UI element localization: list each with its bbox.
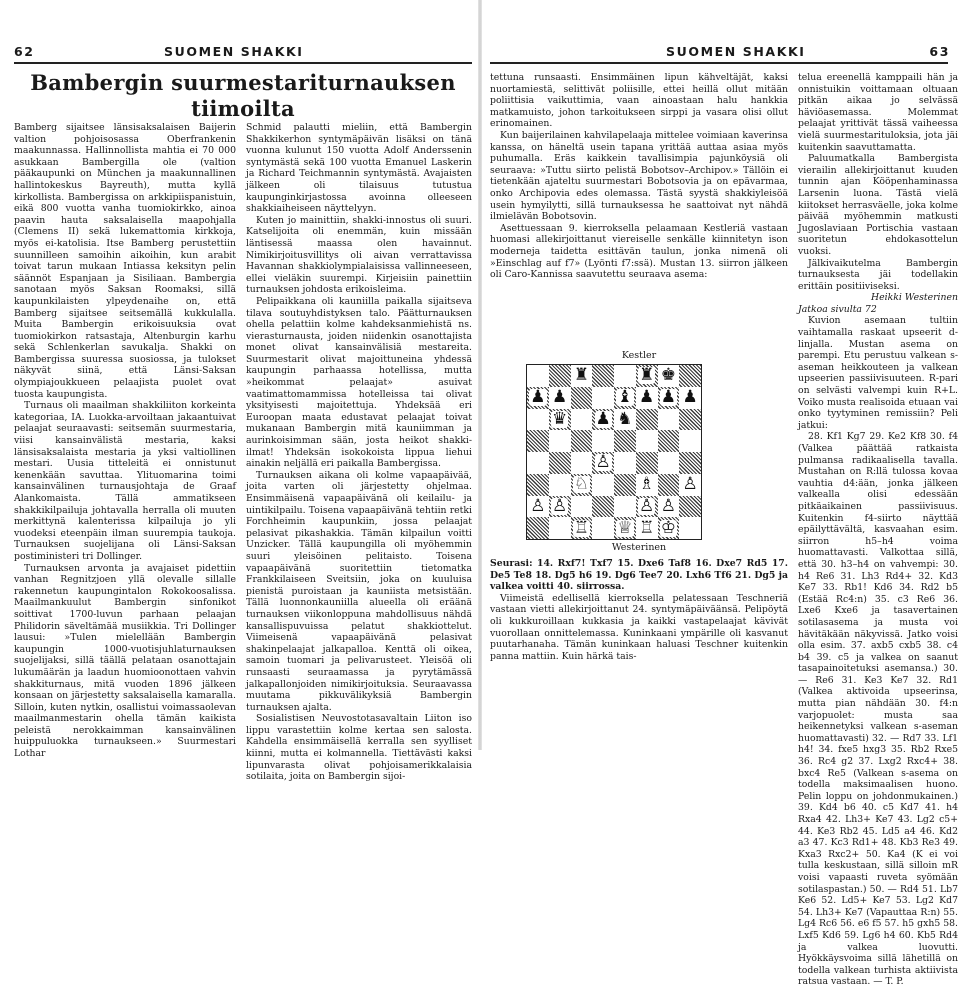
board-square bbox=[549, 409, 571, 431]
board-square bbox=[527, 365, 549, 387]
board-square bbox=[614, 365, 636, 387]
paragraph: Turnaus oli maailman shakkiliiton korkeinta kategoriaa, IA. Luokka-arvoiltaan jakaantuivat pelaajat seuraavasti: seitsemän suurmestaria, viisi kansainvälistä mestaria, kaksi länsisaksalaista mestaria ja yksi valtiollinen mestari. Uusia titteleitä ei onnistunut kenenkään savuttaa. Ylituomarina toimi kansainvälinen turnausjohtaja de Graaf Alankomaista. Tällä ammatikseen shakkikilpailuja johtavalla herralla oli muuten merkittynä kalenterissa kilpailuja jo yli vuodeksi eteenpäin ilman suurempia taukoja. Turnauksen suojelijana oli Länsi-Saksan postiministeri tri Dollinger. bbox=[14, 400, 236, 562]
diagram-bottom-player: Westerinen bbox=[611, 542, 667, 553]
chess-piece: ♙ bbox=[660, 495, 676, 516]
board-square bbox=[658, 365, 680, 387]
chess-piece: ♖ bbox=[639, 517, 655, 538]
board-square bbox=[549, 452, 571, 474]
chess-piece: ♔ bbox=[660, 517, 676, 538]
board-square bbox=[679, 430, 701, 452]
board-square bbox=[636, 452, 658, 474]
board-square bbox=[527, 452, 549, 474]
article-headline bbox=[14, 70, 472, 122]
board-square bbox=[636, 517, 658, 539]
board-square bbox=[679, 474, 701, 496]
running-head bbox=[14, 40, 474, 60]
board-square bbox=[592, 452, 614, 474]
board-square bbox=[571, 474, 593, 496]
paragraph: Kun baijerilainen kahvilapelaaja mittelee voimiaan kaverinsa kanssa, on häneltä usein tapana yrittää auttaa asiaa myös puhumalla. Eräs kaikkein tavallisimpia pajunköysiä oli seuraava: »Tuttu siirto pelistä Bobotsov–Archipov.» Tällöin ei tietenkään ajateltu suurmestari Bobotsovia ja on epävarmaa, onko Archipovia edes olemassa. Tästä syystä shakkiyleisöä usein hymyilytti, sillä turnauksessa he saattoivat nyt nähdä ilmielävän Bobotsovin. bbox=[490, 129, 788, 223]
column-2 bbox=[246, 122, 472, 783]
running-title: SUOMEN SHAKKI bbox=[164, 44, 304, 59]
paragraph: Turnauksen arvonta ja avajaiset pidettiin vanhan Regnitzjoen yllä olevalle sillalle rakennetun kaupungintalon Rokokoosalissa. Maailmankuulut Bambergin sinfonikot soittivat 1700-luvun parhaan pelaajan Philidorin säveltämää musiikkia. Tri Dollinger lausui: »Tulen mielellään Bambergin kaupungin 1000-vuotisjuhlaturnauksen suojelijaksi, sillä täällä pelataan osanottajain lukumäärän ja laadun huomioonottaen vahvin shakkiturnaus, mitä vuoden 1896 jälkeen konsaan on järjestetty saksalaisella kamaralla. Silloin, kuten nytkin, osallistui voimassaolevan maailmanmestarin ohella tämän kaikista peleistä nerokkaimman kansainvälinen huippuluokka turnaukseen.» Suurmestari Lothar bbox=[14, 562, 236, 760]
board-square bbox=[636, 496, 658, 518]
paragraph: Pelipaikkana oli kauniilla paikalla sijaitseva tilava soutuyhdistyksen talo. Päätturnauksen ohella pelattiin kolme kahdeksanmiehistä ns. vierasturnausta, joiden niidenkin osanottajista monet olivat kansainvälisiä mestareita. Suurmestarit olivat majoittuneina yhdessä kaupungin parhaassa hotellissa, mutta »heikommat pelaajat» asuivat vaatimattomammissa hotelleissa tai olivat yksityisesti majoitettuja. Yhdeksää eri Euroopan maata edustavat pelaajat toivat mukanaan Bambergin mitä kauniimman ja aurinkoisimman sään, josta heikot shakki-ilmat! Yhdeksän isokokoista lippua liehui ainakin neljällä eri paikalla Bambergissa. bbox=[246, 295, 472, 470]
running-head bbox=[490, 40, 950, 60]
paragraph: Kuten jo mainittiin, shakki-innostus oli suuri. Katselijoita oli enemmän, kuin missään läntisessä maassa olen havainnut. Nimikirjoitusvillitys oli aivan verrattavissa Havannan shakkiolympialaisissa vallinneeseen, ellei vieläkin suurempi. Kirjeisiin painettiin turnauksen johdosta erikoisleima. bbox=[246, 214, 472, 296]
chess-piece: ♛ bbox=[552, 408, 568, 429]
board-square bbox=[658, 474, 680, 496]
board-square bbox=[527, 517, 549, 539]
paragraph: Turnauksen aikana oli kolme vapaapäivää, joita varten oli järjestetty ohjelmaa. Ensimmäisenä vapaapäivänä oli keilailu- ja uintikilpailu. Toisena vapaapäivänä tehtiin retki Forchheimin kaupunkiin, jossa pelaajat pelasivat pikashakkia. Tämän kilpailun voitti Unzicker. Tällä kaupungilla oli myöhemmin suuri yleisöinen pelitaisto. Toisena vapaapäivänä suoritettiin tietomatka Frankkilaiseen Sveitsiin, joka on kuuluisa pienistä puroistaan ja kauniista metsistään. Tällä luonnonkauniilla alueella oli eräänä turnauksen viikonloppuna mahdollisuus nähdä kansallispuvuissa pelatut shakkiottelut. Viimeisenä vapaapäivänä pelasivat shakinpelaajat jalkapalloa. Kenttä oli oikea, samoin tuomari ja pelivarusteet. Yleisöä oli runsaasti seuraamassa ja pyrytämässä jalkapallonjoiden nimikirjoituksia. Seuraavassa muutama pikkuvälikyksiä Bambergin turnauksen ajalta. bbox=[246, 469, 472, 713]
board-square bbox=[549, 365, 571, 387]
chess-piece: ♘ bbox=[573, 474, 589, 495]
board-square bbox=[527, 474, 549, 496]
board-square bbox=[592, 496, 614, 518]
board-square bbox=[636, 387, 658, 409]
board-square bbox=[592, 387, 614, 409]
chess-piece: ♙ bbox=[595, 452, 611, 473]
board-square bbox=[636, 474, 658, 496]
paragraph: Paluumatkalla Bambergista vierailin allekirjoittanut kuuden tunnin ajan Kööpenhaminassa Larsenin luona. Tästä vielä kiitokset herrasväelle, joka kolme päivää myöhemmin matkusti Jugoslaviaan Portischia vastaan suoritetun ehdokasottelun vuoksi. bbox=[798, 153, 958, 257]
head-rule bbox=[14, 62, 472, 64]
chess-piece: ♟ bbox=[595, 408, 611, 429]
board-square bbox=[571, 365, 593, 387]
chess-piece: ♟ bbox=[552, 387, 568, 408]
board-square bbox=[549, 387, 571, 409]
board-square bbox=[549, 496, 571, 518]
head-rule bbox=[490, 62, 948, 64]
running-title: SUOMEN SHAKKI bbox=[666, 44, 806, 59]
board-square bbox=[679, 365, 701, 387]
chess-piece: ♞ bbox=[617, 408, 633, 429]
chess-piece: ♙ bbox=[682, 474, 698, 495]
board-square bbox=[592, 409, 614, 431]
board-square bbox=[614, 474, 636, 496]
chess-piece: ♟ bbox=[660, 387, 676, 408]
board-square bbox=[571, 430, 593, 452]
board-square bbox=[679, 409, 701, 431]
paragraph: Asettuessaan 9. kierroksella pelaamaan Kestleriä vastaan huomasi allekirjoittanut viereiselle senkälle kiinnitetyn ison moderneja taidetta esittävän taulun, jonka nimenä oli »Einschlag auf f7» (Lyönti f7:ssä). Mustan 13. siirron jälkeen oli Caro-Kannissa saavutettu seuraava asema: bbox=[490, 222, 788, 281]
board-square bbox=[571, 387, 593, 409]
paragraph: Viimeistä edellisellä kierroksella pelatessaan Teschneriä vastaan vietti allekirjoittanut 24. syntymäpäiväänsä. Pelipöytä oli kukkuroillaan kukkasia ja kaikki vastapelaajat kävivät vuorollaan onnittelemassa. Kuninkaani ympärille oli kasvanut puutarhanaha. Tämän kuninkaan haluasi Teschner kuitenkin panna mattiin. Kuin härkä tais- bbox=[490, 592, 788, 662]
annotated-game: 28. Kf1 Kg7 29. Ke2 Kf8 30. f4 (Valkea päättää ratkaista pulmansa radikaalisella tavalla. Mustahan on R:llä tulossa kovaa vauhtia d4:ään, jonka jälkeen valkealla olisi edessään pitkäaikainen passiivisuus. Kuitenkin f4-siirto näyttää epäilyttävältä, kasvaahan esim. siirron h5–h4 voima huomattavasti. Valkottaa sillä, että 30. h3–h4 on vahvempi: 30. h4 Re6 31. Lh3 Rd4+ 32. Kd3 Ke7 33. Rb1! Kd6 34. Rd2 b5 (Estää Rc4:n) 35. c3 Re6 36. Lxe6 Kxe6 ja tasavertainen sotilasasema ja musta voi hävitäkään näkyvissä. Jatko voisi olla esim. 37. axb5 cxb5 38. c4 b4 39. c5 ja valkea on saanut tasapainoitetuksi asemansa.) 30. — Re6 31. Ke3 Ke7 32. Rd1 (Valkea aktivoida upseerinsa, mutta pian nähdään 30. f4:n varjopuolet: musta saa heikennetyksi valkean s-aseman huomattavasti) 32. — Rd7 33. Lf1 h4! 34. fxe5 hxg3 35. Rb2 Rxe5 36. Rc4 g2 37. Lxg2 Rxc4+ 38. bxc4 Re5 (Valkean s-asema on todella maksimaalisen huono. Pelin loppu on johdonmukainen.) 39. Kd4 b6 40. c5 Kd7 41. h4 Rxa4 42. Lh3+ Ke7 43. Lg2 c5+ 44. Ke3 Rb2 45. Ld5 a4 46. Kd2 a3 47. Kc3 Rd1+ 48. Kb3 Re3 49. Kxa3 Rxc2+ 50. Ka4 (K ei voi tulla keskustaan, sillä silloin mR voisi vapaasti ruveta syömään sotilaspastan.) 50. — Rd4 51. Lb7 Ke6 52. Ld5+ Ke7 53. Lg2 Kd7 54. Lh3+ Ke7 (Vapauttaa R:n) 55. Lg4 Rc6 56. e6 f5 57. h5 gxh5 58. Lxf5 Kd6 59. Lg6 h4 60. Kb5 Rd4 ja valkea luovutti. Hyökkäysvoima sillä lähetillä on todella valkean turhista aktiivista ratsua vastaan. — T. P. bbox=[798, 431, 958, 988]
paragraph: Bamberg sijaitsee länsisaksalaisen Baijerin valtion pohjoisosassa Oberfrankenin maakunnassa. Hallinnollista mahtia ei 70 000 asukkaan Bambergilla ole (valtion pääkaupunki on München ja maakunnallinen hallintokeskus Bayreuth), mutta kyllä kirkollista. Bambergissa on arkkipiispanistuin, eikä 800 vuotta vanha tuomiokirkko, ainoa paavin hauta saksalaisella maapohjalla (Clemens II) sekä lukemattomia kirkkoja, myös ei-katolisia. Itse Bamberg perustettiin suunnilleen samoihin aikoihin, kun arabit toivat tarun mukaan Intiassa keksityn pelin säännöt Espanjaan ja Sisiliaan. Bambergia sanotaan myös Saksan Roomaksi, sillä kaupunkilaisten ylpeydenaihe on, että Bamberg sijaitsee seitsemällä kukkulalla. Muita Bambergin erikoisuuksia ovat tuomiokirkon ratsastaja, Altenburgin karhu sekä Schlenkerlan savukalja. Shakki on Bambergissa suuressa suosiossa, ja tulokset näkyvät siinä, että Länsi-Saksan olympiajoukkueen pelaajista puolet ovat tuosta kaupungista. bbox=[14, 122, 236, 400]
board-square bbox=[549, 474, 571, 496]
chess-piece: ♚ bbox=[660, 365, 676, 386]
board-square bbox=[571, 517, 593, 539]
board-square bbox=[527, 387, 549, 409]
board-square bbox=[658, 409, 680, 431]
chess-piece: ♜ bbox=[639, 365, 655, 386]
right-column-1 bbox=[490, 72, 788, 348]
board-square bbox=[614, 517, 636, 539]
chess-piece: ♜ bbox=[573, 365, 589, 386]
board-square bbox=[527, 430, 549, 452]
board-square bbox=[592, 517, 614, 539]
chess-piece: ♖ bbox=[573, 517, 589, 538]
chess-piece: ♗ bbox=[639, 474, 655, 495]
chess-piece: ♙ bbox=[639, 495, 655, 516]
chess-piece: ♝ bbox=[617, 387, 633, 408]
board-square bbox=[636, 365, 658, 387]
game-moves: Seurasi: 14. Rxf7! Txf7 15. Dxe6 Taf8 16. Dxe7 Rd5 17. De5 Te8 18. Dg5 h6 19. Dg6 Tee7 20. Lxh6 Tf6 21. Dg5 ja valkea voitti 40. siirrossa. bbox=[490, 558, 789, 593]
board-square bbox=[614, 409, 636, 431]
chess-piece: ♙ bbox=[530, 495, 546, 516]
board-square bbox=[527, 409, 549, 431]
board-square bbox=[679, 496, 701, 518]
page-number: 62 bbox=[14, 44, 35, 59]
board-square bbox=[592, 474, 614, 496]
board-square bbox=[679, 452, 701, 474]
board-square bbox=[658, 452, 680, 474]
board-square bbox=[658, 430, 680, 452]
chess-piece: ♟ bbox=[639, 387, 655, 408]
board-square bbox=[614, 430, 636, 452]
board-square bbox=[614, 387, 636, 409]
chess-diagram bbox=[490, 350, 788, 556]
chess-piece: ♕ bbox=[617, 517, 633, 538]
paragraph: tettuna runsaasti. Ensimmäinen lipun kähveltäjät, kaksi nuortamiestä, selittivät poliisille, ettei heillä ollut mitään poliittisia vaikuttimia, vaan ainoastaan halu hankkia matkamuisto, johon tarkoitukseen sirppi ja vasara olisi ollut erinomainen. bbox=[490, 72, 788, 130]
paragraph: Jälkivaikutelma Bambergin turnauksesta jäi todellakin erittäin positiiviseksi. bbox=[798, 257, 958, 292]
board-square bbox=[636, 409, 658, 431]
chess-piece: ♟ bbox=[530, 387, 546, 408]
board-square bbox=[549, 430, 571, 452]
board-square bbox=[571, 452, 593, 474]
chess-piece: ♟ bbox=[682, 387, 698, 408]
diagram-top-player: Kestler bbox=[621, 350, 657, 361]
board-square bbox=[592, 365, 614, 387]
board-square bbox=[636, 430, 658, 452]
chess-board bbox=[526, 364, 702, 540]
paragraph: telua ereenellä kamppaili hän ja onnistuikin voittamaan oltuaan pitkän aikaa jo selvässä häviöasemassa. Molemmat pelaajat yrittivät tässä vaiheessa vielä suurmestarituloksia, jota jäi kuitenkin saavuttamatta. bbox=[798, 72, 958, 153]
paragraph: Sosialistisen Neuvostotasavaltain Liiton iso lippu varastettiin kolme kertaa sen salosta. Kahdella ensimmäisellä kerralla sen syylliset kiinni, mutta ei kolmannella. Tiettävästi kaksi lipunvarasta olivat pohjoisamerikkalaisia sotilaita, joita on Bambergin sijoi- bbox=[246, 713, 472, 783]
board-square bbox=[658, 387, 680, 409]
game-heading: Jatkoa sivulta 72 bbox=[798, 303, 877, 315]
board-square bbox=[571, 409, 593, 431]
left-page bbox=[0, 0, 480, 783]
board-square bbox=[592, 430, 614, 452]
board-square bbox=[679, 517, 701, 539]
board-square bbox=[658, 496, 680, 518]
paragraph: Schmid palautti mieliin, että Bambergin Shakkikerhon syntymäpäivän lisäksi on tänä vuonna kulunut 150 vuotta Adolf Anderssenin syntymästä sekä 100 vuotta Emanuel Laskerin ja Richard Teichmannin syntymästä. Avajaisten jälkeen oli tilaisuus tutustua kaupunginkirjastossa avoinna olleeseen shakkiaiheiseen näyttelyyn. bbox=[246, 122, 472, 215]
board-square bbox=[571, 496, 593, 518]
headline-line: Bambergin suurmestariturnauksen bbox=[30, 70, 456, 95]
chess-piece: ♙ bbox=[552, 495, 568, 516]
board-square bbox=[614, 496, 636, 518]
board-square bbox=[658, 517, 680, 539]
page-number: 63 bbox=[929, 44, 950, 59]
headline-line: tiimoilta bbox=[191, 96, 295, 121]
author-signature: Heikki Westerinen bbox=[871, 292, 958, 304]
right-column-2 bbox=[798, 72, 958, 988]
right-column-1-continued bbox=[490, 558, 788, 742]
board-square bbox=[549, 517, 571, 539]
board-square bbox=[679, 387, 701, 409]
paragraph: Kuvion asemaan tultiin vaihtamalla raskaat upseerit d-linjalla. Mustan asema on parempi. Etu perustuu valkean s-aseman heikkouteen ja valkean upseerien passiivisuuteen. R-pari on selvästi valvempi kuin R+L. Voiko musta realisoida etuaan vai onko tyytyminen remissiin? Peli jatkui: bbox=[798, 315, 958, 431]
column-1 bbox=[14, 122, 236, 760]
board-square bbox=[527, 496, 549, 518]
board-square bbox=[614, 452, 636, 474]
